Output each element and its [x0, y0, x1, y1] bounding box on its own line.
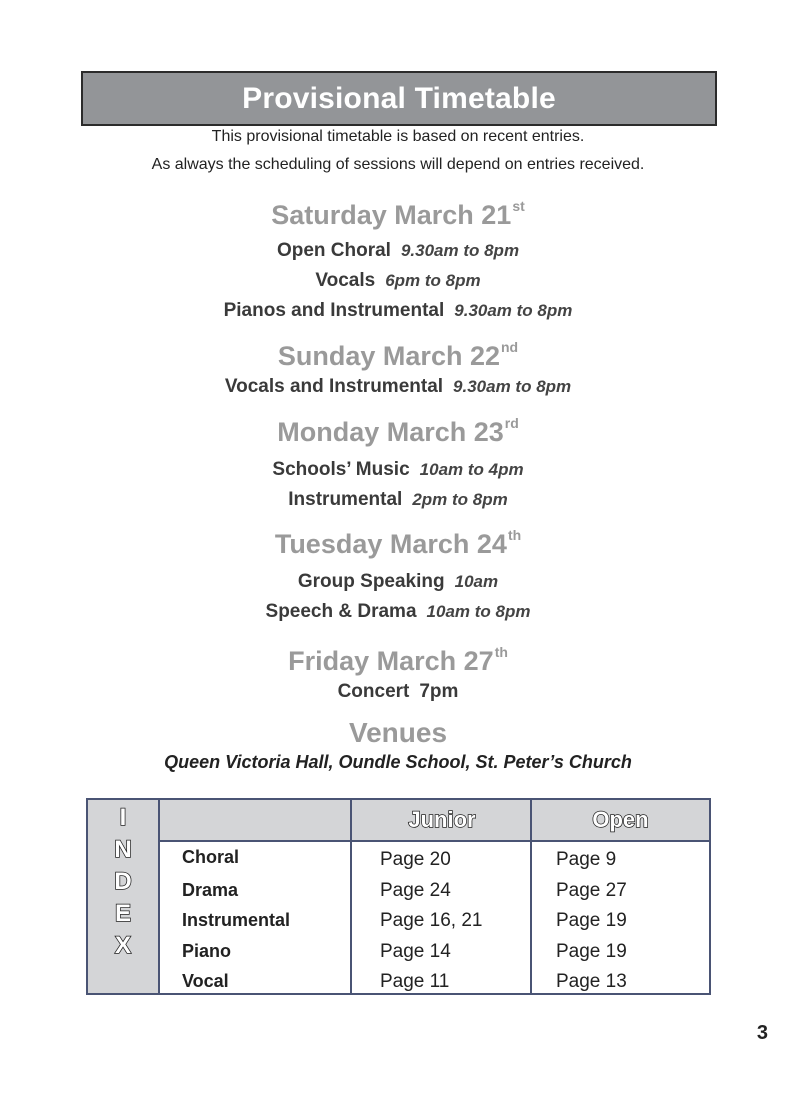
index-category: Drama: [182, 880, 239, 900]
session-row: [0, 296, 796, 326]
session-row: [0, 455, 796, 485]
index-letter: I: [119, 804, 127, 831]
index-junior-page: Page 14: [380, 941, 451, 962]
venues-list: Queen Victoria Hall, Oundle School, St. Peter’s Church: [164, 752, 632, 772]
column-divider: [530, 800, 532, 993]
column-divider: [350, 800, 352, 993]
session-activity: Concert: [337, 681, 410, 702]
session-time: 9.30am to 8pm: [454, 301, 573, 320]
day-sunday: [0, 331, 796, 402]
session-activity: Pianos and Instrumental: [223, 300, 445, 321]
index-category: Piano: [182, 941, 232, 961]
venues-heading: Venues: [348, 717, 448, 748]
session-time: 9.30am to 8pm: [400, 241, 520, 260]
page-number: 3: [756, 1022, 768, 1044]
index-letter: E: [114, 900, 131, 927]
index-open-page: Page 27: [556, 880, 627, 901]
index-junior-page: Page 16, 21: [380, 910, 483, 931]
session-time: 10am: [454, 572, 499, 591]
header-blank-cell: [160, 800, 352, 842]
header-open: Open: [532, 800, 709, 842]
session-time: 10am to 4pm: [419, 460, 524, 479]
intro-line-1: This provisional timetable is based on recent entries.: [211, 128, 585, 145]
index-open-page: Page 13: [556, 971, 627, 992]
index-category: Vocal: [182, 971, 229, 991]
index-label-column: [88, 800, 160, 993]
session-activity: Speech & Drama: [265, 601, 417, 622]
day-saturday: [0, 190, 796, 326]
day-tuesday: [0, 519, 796, 627]
session-time: 9.30am to 8pm: [453, 377, 572, 396]
index-junior-page: Page 11: [380, 971, 450, 992]
header-junior: Junior: [352, 800, 532, 842]
day-heading: Monday March 23rd: [277, 415, 519, 447]
session-activity: Open Choral: [276, 240, 391, 261]
index-table: [86, 798, 711, 995]
session-row: [0, 485, 796, 515]
index-open-page: Page 19: [556, 910, 627, 931]
session-row: [0, 236, 796, 266]
index-junior-page: Page 24: [380, 880, 451, 901]
session-activity: Vocals and Instrumental: [224, 376, 444, 397]
session-row: [0, 567, 796, 597]
session-row: [0, 372, 796, 402]
page-title: Provisional Timetable: [242, 81, 556, 115]
day-friday: [0, 636, 796, 707]
day-heading: Tuesday March 24th: [274, 527, 522, 559]
intro-line-2: As always the scheduling of sessions will depend on entries received.: [151, 156, 645, 173]
index-open-page: Page 19: [556, 941, 627, 962]
index-letter: X: [114, 932, 131, 959]
index-category: Instrumental: [182, 910, 291, 930]
index-category: Choral: [182, 847, 240, 867]
day-heading: Saturday March 21st: [271, 198, 525, 230]
index-letter: D: [114, 868, 132, 895]
session-time: 2pm to 8pm: [412, 490, 508, 509]
day-monday: [0, 407, 796, 515]
session-activity: Schools’ Music: [272, 459, 410, 480]
session-row: [0, 677, 796, 707]
session-activity: Instrumental: [288, 489, 403, 510]
index-open-page: Page 9: [556, 849, 617, 870]
session-time: 7pm: [419, 681, 459, 702]
day-heading: Sunday March 22nd: [277, 339, 519, 371]
session-row: [0, 266, 796, 296]
session-row: [0, 597, 796, 627]
session-time: 10am to 8pm: [426, 602, 531, 621]
index-junior-page: Page 20: [380, 849, 451, 870]
index-letter: N: [114, 836, 132, 863]
session-activity: Vocals: [315, 270, 376, 291]
day-heading: Friday March 27th: [288, 644, 508, 676]
session-activity: Group Speaking: [297, 571, 445, 592]
session-time: 6pm to 8pm: [385, 271, 481, 290]
title-banner: [81, 71, 717, 126]
